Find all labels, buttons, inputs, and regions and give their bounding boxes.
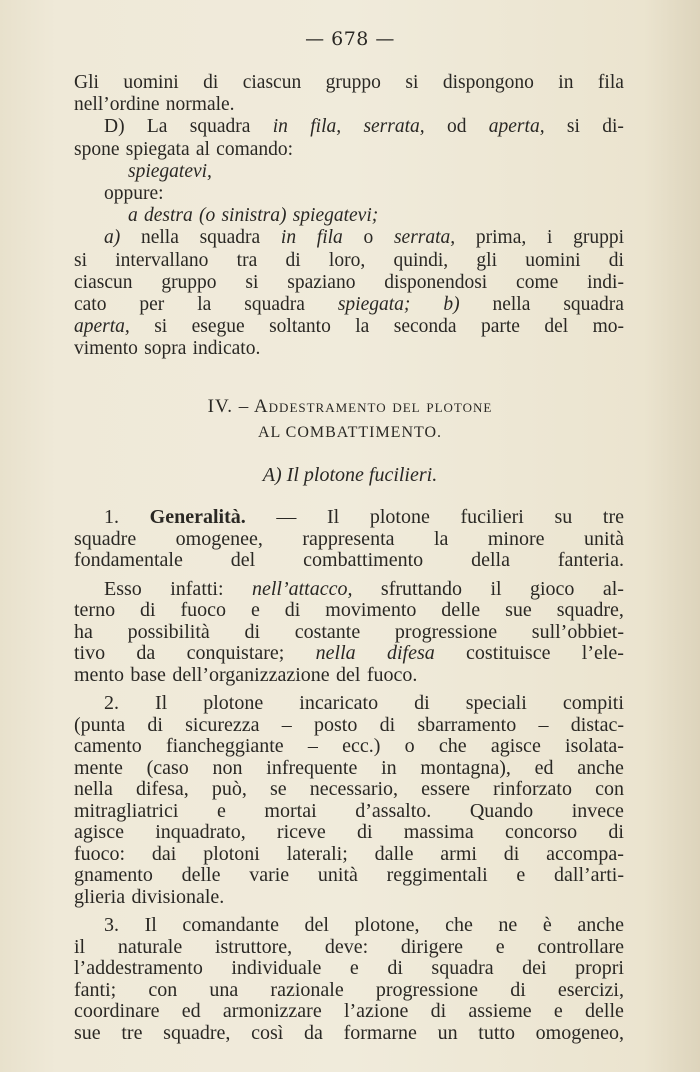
text-line: si intervallano tra di loro, quindi, gli uomini di (74, 249, 624, 271)
text-line: fanti; con una razionale progressione di esercizi, (74, 978, 624, 1001)
text-line: gnamento delle varie unità reggimentali e dall’arti- (74, 864, 624, 886)
text-line: spiegatevi, (128, 160, 212, 182)
text-line: agisce inquadrato, riceve di massima concorso di (74, 821, 624, 843)
text-line: il naturale istruttore, deve: dirigere e controllare (74, 935, 624, 958)
section-heading-continuation: AL COMBATTIMENTO. (257, 424, 443, 441)
text-line: a destra (o sinistra) spiegatevi; (128, 205, 379, 227)
text-line: camento fiancheggiante – ecc.) o che agisce isolata- (74, 735, 624, 757)
text-line: oppure: (104, 182, 164, 204)
text-line: nell’ordine normale. (74, 94, 235, 116)
text-line: a) nella squadra in fila o serrata, prima, i gruppi (104, 227, 624, 249)
text-line: sue tre squadre, così da formarne un tutto omogeneo, (74, 1021, 624, 1044)
text-line: ciascun gruppo si spaziano disponendosi come indi- (74, 271, 624, 293)
text-line: vimento sopra indicato. (74, 338, 261, 360)
text-line: fuoco: dai plotoni laterali; dalle armi di accompa- (74, 842, 624, 865)
text-line: terno di fuoco e di movimento delle sue squadre, (74, 599, 624, 621)
subsection-heading: A) Il plotone fucilieri. (262, 464, 438, 486)
text-line: Esso infatti: nell’attacco, sfruttando il gioco al- (104, 577, 624, 600)
text-line: coordinare ed armonizzare l’azione di assieme e delle (74, 1000, 624, 1022)
section-heading: IV. – Addestramento del plotone (207, 396, 493, 417)
text-line: mitragliatrici e mortai d’assalto. Quando invece (74, 799, 624, 822)
text-line: glieria divisionale. (74, 885, 225, 908)
page-number: — 678 — (305, 28, 395, 50)
text-line: tivo da conquistare; nella difesa costituisce l’ele- (74, 642, 624, 664)
text-line: (punta di sicurezza – posto di sbarramento – distac- (74, 713, 624, 736)
paragraph-generalita-text (74, 507, 624, 1044)
text-line: l’addestramento individuale e di squadra dei propri (74, 957, 624, 979)
text-line: 1. Generalità. — Il plotone fucilieri su tre (104, 506, 624, 528)
text-line: mente (caso non infrequente in montagna), ed anche (74, 756, 624, 779)
text-line: spone spiegata al comando: (74, 138, 294, 160)
paragraph-formation-text (74, 72, 624, 360)
text-line: aperta, si esegue soltanto la seconda parte del mo- (74, 316, 624, 338)
text-line: ha possibilità di costante progressione sull’obbiet- (74, 620, 624, 643)
text-line: Gli uomini di ciascun gruppo si dispongono in fila (74, 72, 624, 93)
text-line: mento base dell’organizzazione del fuoco. (74, 663, 418, 686)
text-line: cato per la squadra spiegata; b) nella squadra (74, 293, 624, 315)
text-line: squadre omogenee, rappresenta la minore unità (74, 527, 624, 550)
text-line: D) La squadra in fila, serrata, od aperta, si di- (104, 116, 624, 138)
text-line: fondamentale del combattimento della fanteria. (74, 549, 624, 571)
text-line: 2. Il plotone incaricato di speciali compiti (104, 692, 624, 714)
text-line: 3. Il comandante del plotone, che ne è anche (104, 914, 624, 936)
text-line: nella difesa, può, se necessario, essere rinforzato con (74, 778, 624, 800)
